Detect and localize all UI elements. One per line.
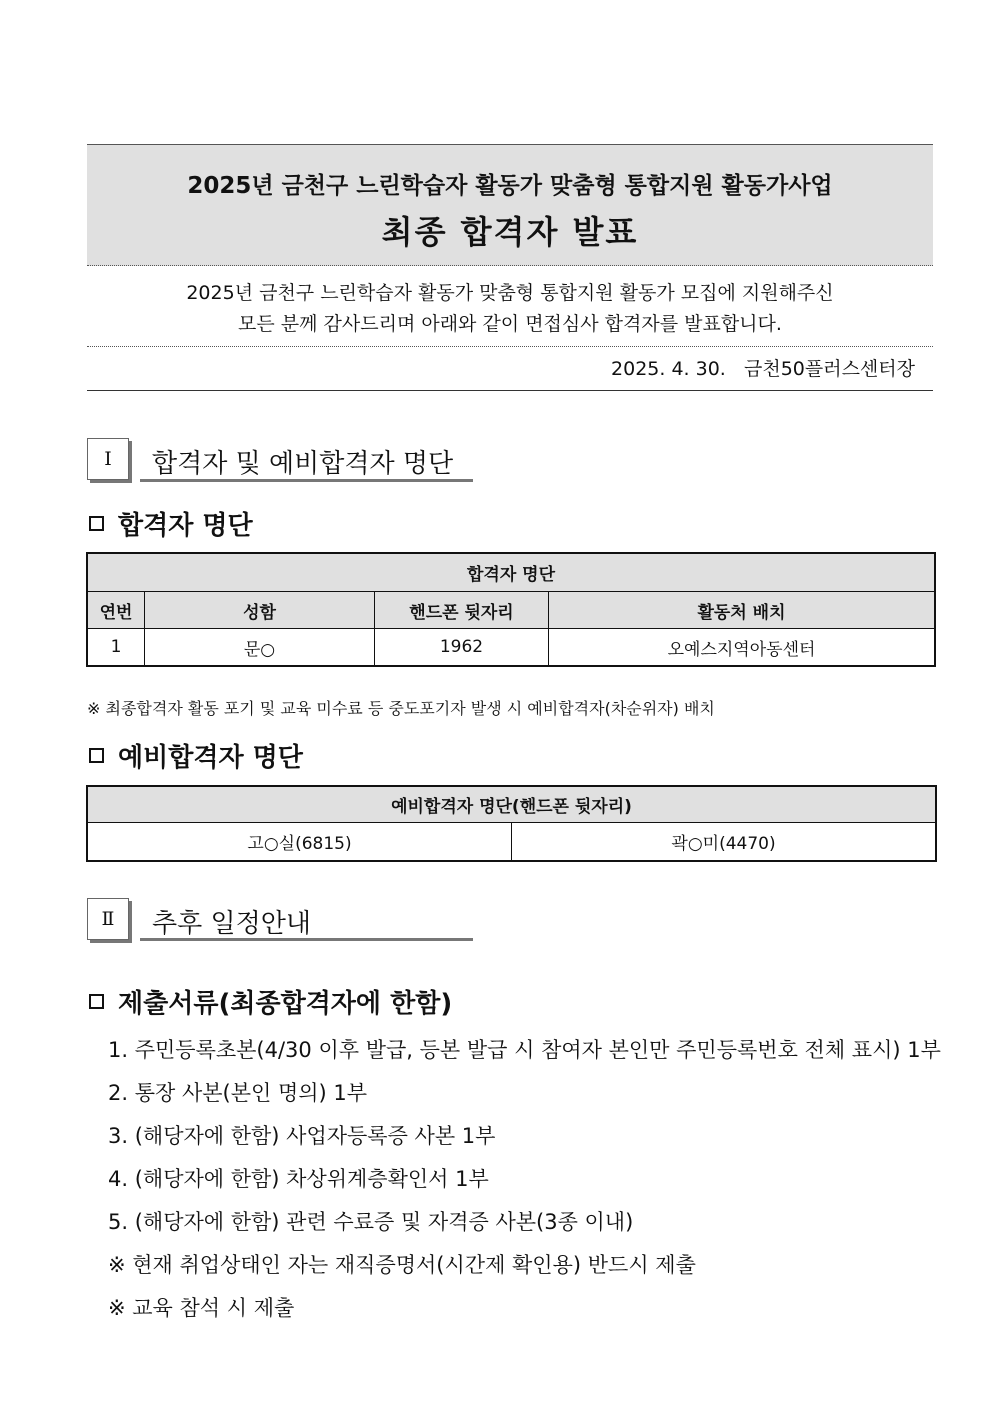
table-cell: 문○ xyxy=(145,629,375,666)
reserve-table xyxy=(87,786,936,861)
issuer: 금천50플러스센터장 xyxy=(743,358,915,380)
square-bullet-icon xyxy=(89,516,104,531)
documents-list xyxy=(108,1031,941,1332)
section-underline xyxy=(140,938,473,941)
section-underline xyxy=(140,479,473,482)
list-item: 4. (해당자에 한함) 차상위계층확인서 1부 xyxy=(108,1167,489,1191)
solid-divider xyxy=(87,390,933,391)
list-item: ※ 교육 참석 시 제출 xyxy=(108,1296,295,1320)
reserve-subtitle-text: 예비합격자 명단 xyxy=(118,743,303,773)
passed-subtitle xyxy=(89,505,253,542)
column-header: 핸드폰 뒷자리 xyxy=(375,592,549,629)
column-header: 연번 xyxy=(88,592,145,629)
docs-subtitle xyxy=(89,983,452,1020)
list-item: ※ 현재 취업상태인 자는 재직증명서(시간제 확인용) 반드시 제출 xyxy=(108,1253,696,1277)
table-cell: 오예스지역아동센터 xyxy=(549,629,935,666)
intro-line-1: 2025년 금천구 느린학습자 활동가 맞춤형 통합지원 활동가 모집에 지원해주신 xyxy=(186,282,834,304)
section-number-box: Ⅰ xyxy=(87,438,129,480)
passed-subtitle-text: 합격자 명단 xyxy=(118,511,253,541)
dotted-divider xyxy=(87,346,933,347)
table-row xyxy=(88,629,935,666)
square-bullet-icon xyxy=(89,748,104,763)
table-cell: 고○실(6815) xyxy=(88,823,512,861)
program-title: 2025년 금천구 느린학습자 활동가 맞춤형 통합지원 활동가사업 xyxy=(187,173,833,199)
section-number-box: Ⅱ xyxy=(87,898,129,940)
table-row xyxy=(88,823,936,861)
list-item: 3. (해당자에 한함) 사업자등록증 사본 1부 xyxy=(108,1124,496,1148)
announcement-title: 최종 합격자 발표 xyxy=(381,213,639,251)
reserve-table-title: 예비합격자 명단(핸드폰 뒷자리) xyxy=(88,787,936,823)
square-bullet-icon xyxy=(89,994,104,1009)
intro-line-2: 모든 분께 감사드리며 아래와 같이 면접심사 합격자를 발표합니다. xyxy=(238,313,782,335)
docs-subtitle-text: 제출서류(최종합격자에 한함) xyxy=(118,989,453,1019)
table-cell: 곽○미(4470) xyxy=(512,823,936,861)
passed-table-title: 합격자 명단 xyxy=(88,554,935,592)
table-cell: 1962 xyxy=(375,629,549,666)
section-title: 추후 일정안내 xyxy=(152,909,311,939)
section-title: 합격자 및 예비합격자 명단 xyxy=(152,449,454,479)
reserve-note: ※ 최종합격자 활동 포기 및 교육 미수료 등 중도포기자 발생 시 예비합격자(차순위자) 배치 xyxy=(87,699,715,718)
intro-text xyxy=(87,278,933,340)
table-cell: 1 xyxy=(88,629,145,666)
list-item: 1. 주민등록초본(4/30 이후 발급, 등본 발급 시 참여자 본인만 주민등록번호 전체 표시) 1부 xyxy=(108,1038,941,1062)
list-item: 5. (해당자에 한함) 관련 수료증 및 자격증 사본(3종 이내) xyxy=(108,1210,634,1234)
column-header: 활동처 배치 xyxy=(549,592,935,629)
date-line xyxy=(87,354,915,381)
announcement-date: 2025. 4. 30. xyxy=(611,358,726,380)
passed-table xyxy=(87,553,935,666)
column-header: 성함 xyxy=(145,592,375,629)
list-item: 2. 통장 사본(본인 명의) 1부 xyxy=(108,1081,368,1105)
reserve-subtitle xyxy=(89,737,303,774)
title-banner xyxy=(87,144,933,266)
